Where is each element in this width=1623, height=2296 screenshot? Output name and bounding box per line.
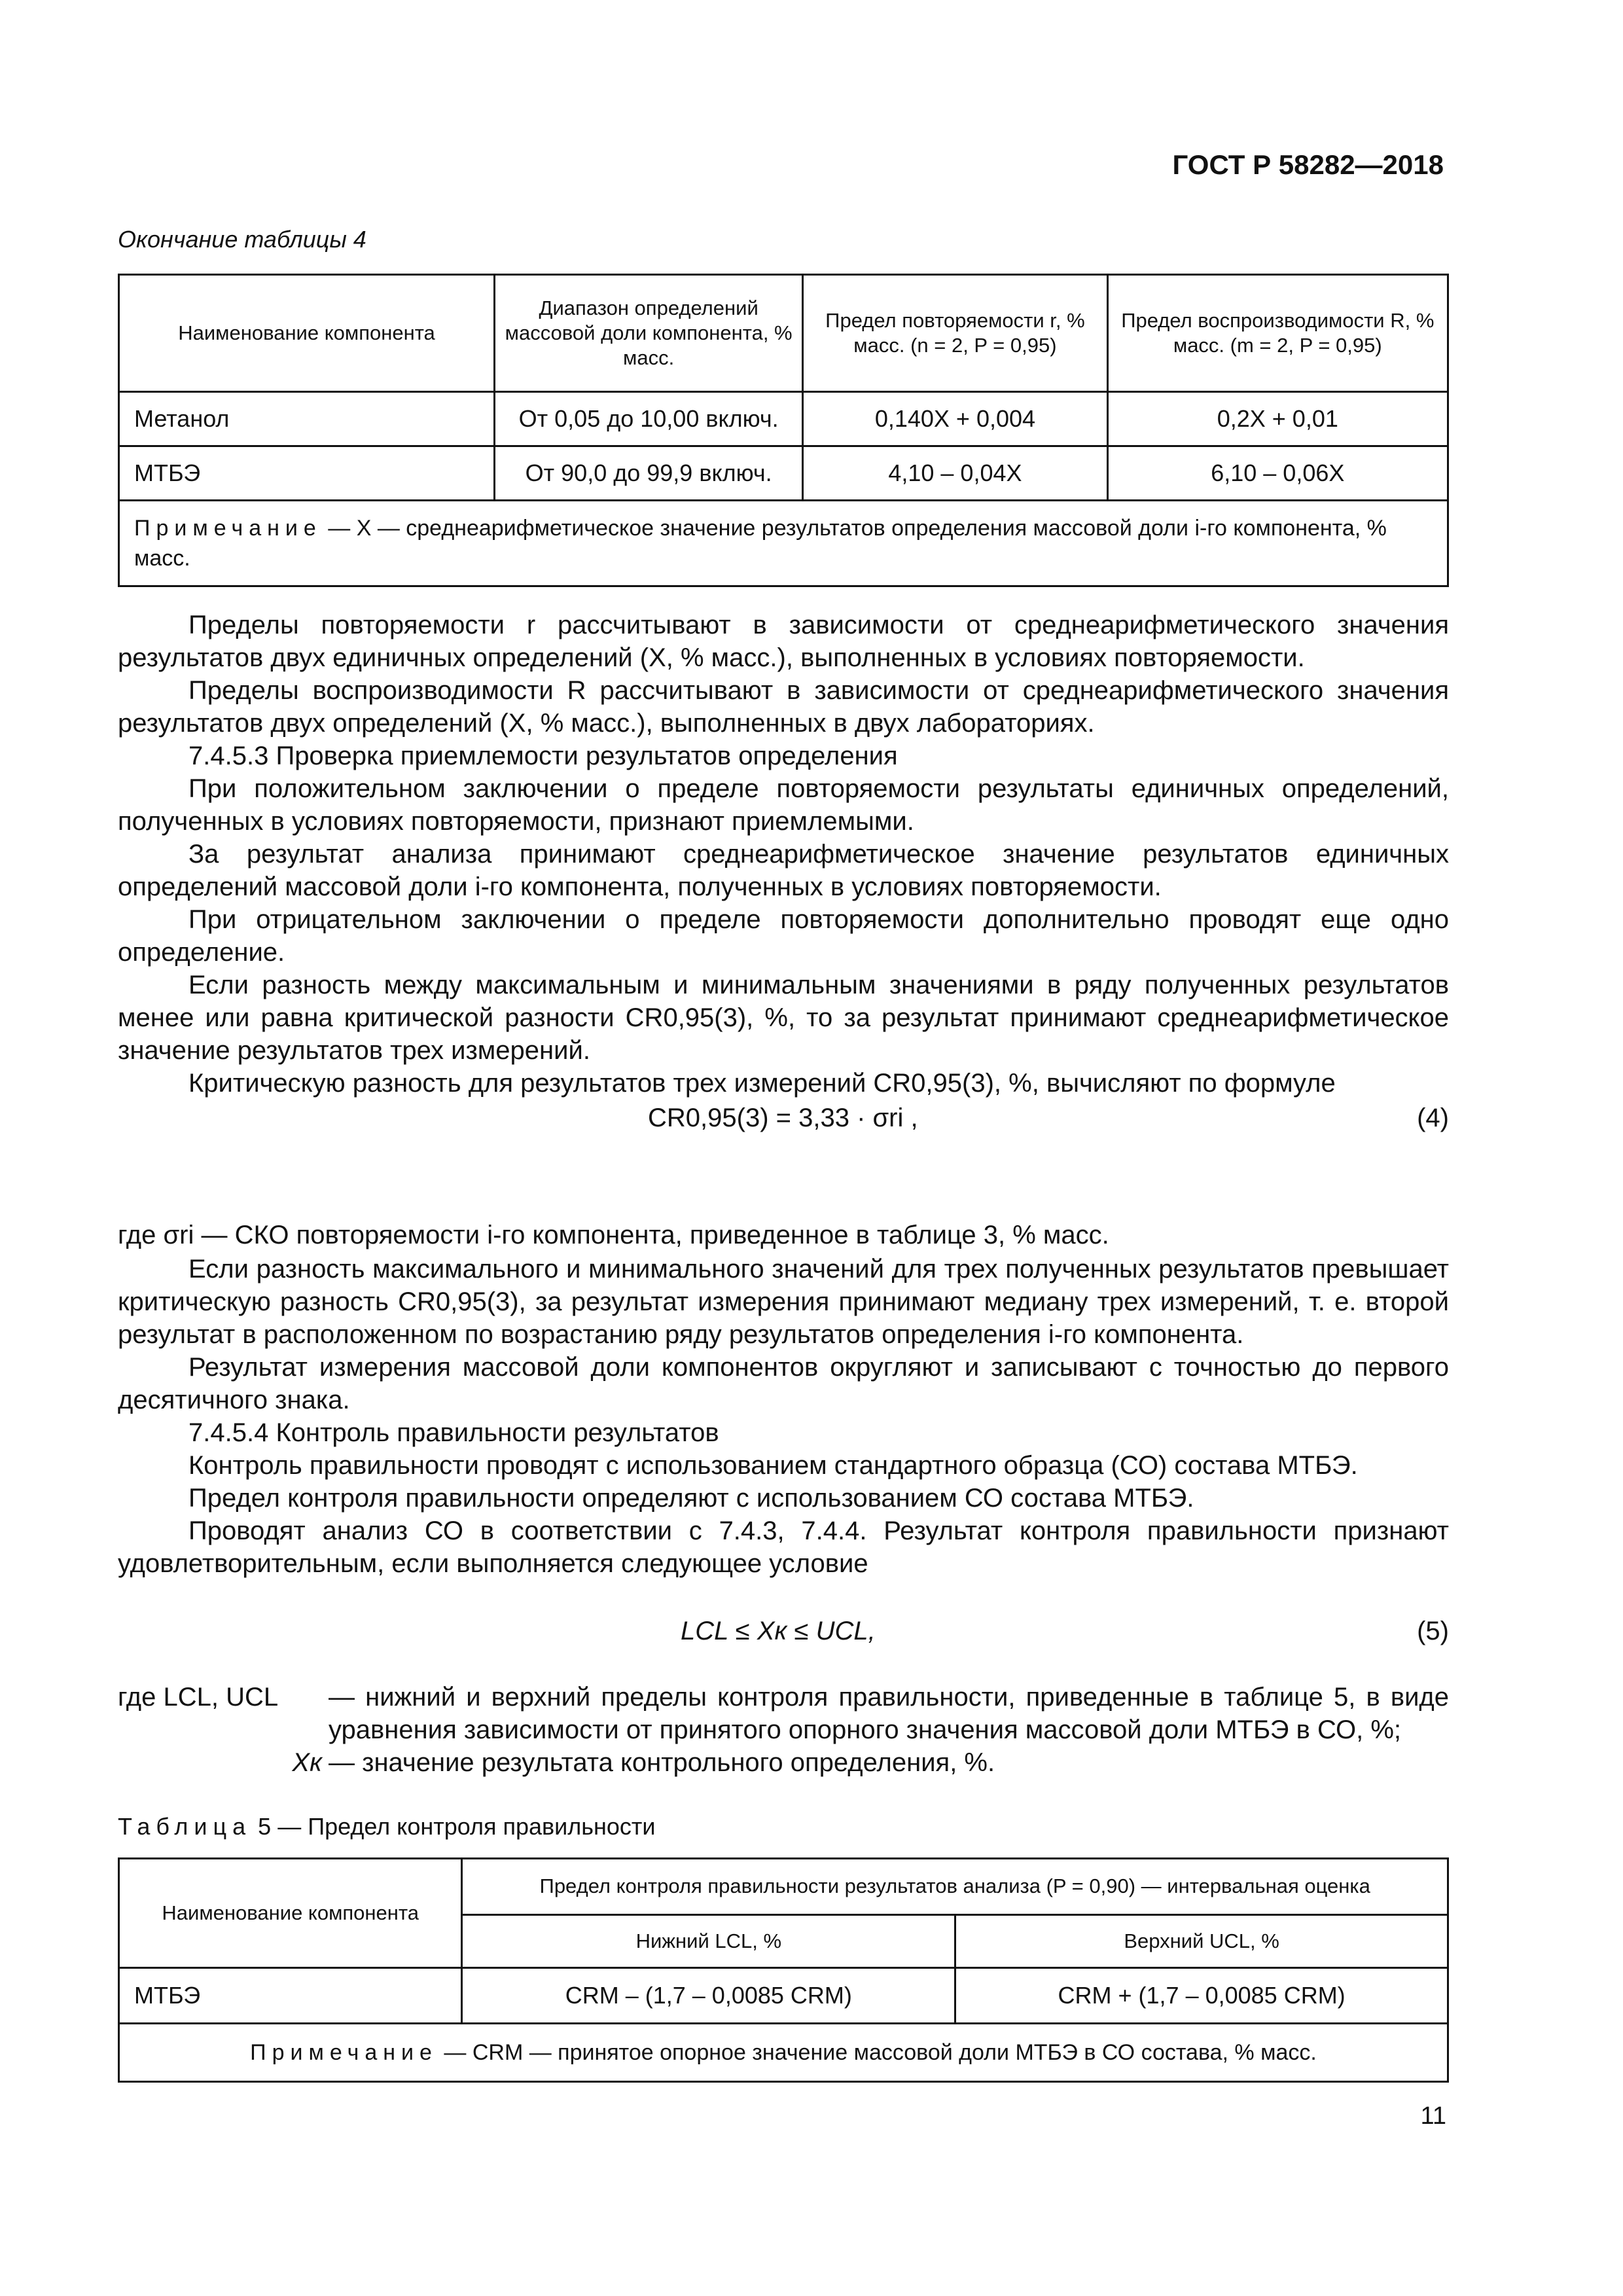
formula-5: LCL ≤ Xк ≤ UCL,	[681, 1617, 876, 1645]
formula-4-where: где σri — СКО повторяемости i-го компонента, приведенное в таблице 3, % масс.	[118, 1221, 1109, 1249]
formula-4-number: (4)	[1417, 1103, 1449, 1132]
table5-caption-label: Таблица	[118, 1813, 252, 1840]
table4-note	[119, 501, 1448, 586]
formula-4: CR0,95(3) = 3,33 · σri ,	[648, 1103, 918, 1132]
header-text: Предел повторяемости r, % масс. (n = 2, P = 0,95)	[825, 309, 1085, 357]
paragraph: Предел контроля правильности определяют с использованием СО состава МТБЭ.	[188, 1484, 1194, 1513]
where-term: где LCL, UCL	[118, 1683, 279, 1712]
paragraph: Проводят анализ СО в соответствии с 7.4.3, 7.4.4. Результат контроля правильности признают удовлетворительным, если выполняется следующее условие	[118, 1516, 1449, 1578]
table-5	[118, 1857, 1449, 2083]
paragraph: Если разность максимального и минимального значений для трех полученных результатов превышает критическую разность CR0,95(3), за результат измерения принимают медиану трех измерений, т. е. второй результат в расположенном по возрастанию ряду результатов определения i-го компонента.	[118, 1255, 1449, 1349]
table-cell: От 90,0 до 99,9 включ.	[495, 446, 803, 501]
formula-5-where	[118, 1681, 1449, 1779]
table-4	[118, 274, 1449, 587]
header-text: Диапазон определений массовой доли компонента, % масс.	[505, 296, 793, 369]
header-text: Предел воспроизводимости R, % масс. (m = 2, P = 0,95)	[1121, 309, 1435, 357]
table4-note-row	[119, 501, 1448, 586]
table5-note	[119, 2024, 1448, 2082]
table5-header-lower: Нижний LCL, %	[462, 1914, 955, 1968]
table5-header-group: Предел контроля правильности результатов анализа (P = 0,90) — интервальная оценка	[462, 1859, 1448, 1915]
table-cell: CRM – (1,7 – 0,0085 CRM)	[462, 1968, 955, 2024]
paragraph: Если разность между максимальным и минимальным значениями в ряду полученных результатов менее или равна критической разности CR0,95(3), %, то за результат принимают среднеарифметическое значение результатов трех измерений.	[118, 971, 1449, 1065]
table4-caption: Окончание таблицы 4	[118, 226, 366, 253]
table-cell: МТБЭ	[119, 446, 495, 501]
body-text-block-2	[118, 1253, 1449, 1580]
section-heading-7-4-5-3: 7.4.5.3 Проверка приемлемости результатов определения	[188, 742, 898, 770]
table-cell: CRM + (1,7 – 0,0085 CRM)	[955, 1968, 1448, 2024]
paragraph: При отрицательном заключении о пределе повторяемости дополнительно проводят еще одно определение.	[118, 905, 1449, 967]
table5-header-row-1	[119, 1859, 1448, 1915]
table4-header-repeatability	[803, 275, 1107, 392]
paragraph: Пределы воспроизводимости R рассчитывают в зависимости от среднеарифметического значения результатов двух определений (X, % масс.), выполненных в двух лабораториях.	[118, 676, 1449, 738]
note-text: — CRM — принятое опорное значение массовой доли МТБЭ в СО состава, % масс.	[444, 2039, 1317, 2065]
formula-5-number: (5)	[1417, 1617, 1449, 1645]
document-id: ГОСТ Р 58282—2018	[1172, 149, 1444, 180]
body-text-block-1	[118, 609, 1449, 1100]
paragraph: Контроль правильности проводят с использованием стандартного образца (СО) состава МТБЭ.	[188, 1451, 1358, 1480]
table-cell: От 0,05 до 10,00 включ.	[495, 392, 803, 446]
section-heading-7-4-5-4: 7.4.5.4 Контроль правильности результатов	[188, 1418, 719, 1447]
header-text: Наименование компонента	[178, 321, 435, 344]
table-cell: МТБЭ	[119, 1968, 462, 2024]
table-row	[119, 392, 1448, 446]
table4-header-name	[119, 275, 495, 392]
paragraph: При положительном заключении о пределе повторяемости результаты единичных определений, полученных в условиях повторяемости, признают приемлемыми.	[118, 774, 1449, 836]
table-row	[119, 446, 1448, 501]
where-definition: — нижний и верхний пределы контроля правильности, приведенные в таблице 5, в виде уравнения зависимости от принятого опорного значения массовой доли МТБЭ в СО, %;	[329, 1683, 1449, 1744]
where-term: Xк	[292, 1748, 322, 1777]
table5-header-name: Наименование компонента	[119, 1859, 462, 1968]
table5-caption-text: 5 — Предел контроля правильности	[258, 1813, 656, 1840]
paragraph: За результат анализа принимают среднеарифметическое значение результатов единичных определений массовой доли i-го компонента, полученных в условиях повторяемости.	[118, 840, 1449, 901]
table-cell: Метанол	[119, 392, 495, 446]
table4-header-range	[495, 275, 803, 392]
table-cell: 4,10 – 0,04X	[803, 446, 1107, 501]
where-line-xk	[118, 1746, 1449, 1779]
paragraph: Результат измерения массовой доли компонентов округляют и записывают с точностью до первого десятичного знака.	[118, 1353, 1449, 1414]
table-cell: 6,10 – 0,06X	[1107, 446, 1448, 501]
table5-caption	[118, 1813, 656, 1840]
table-cell: 0,2X + 0,01	[1107, 392, 1448, 446]
paragraph: Пределы повторяемости r рассчитывают в зависимости от среднеарифметического значения результатов двух единичных определений (X, % масс.), выполненных в условиях повторяемости.	[118, 611, 1449, 672]
table5-note-row	[119, 2024, 1448, 2082]
note-text: — X — среднеарифметическое значение результатов определения массовой доли i-го компонента, % масс.	[134, 516, 1387, 571]
table-cell: 0,140X + 0,004	[803, 392, 1107, 446]
table-row	[119, 1968, 1448, 2024]
table4-header-row	[119, 275, 1448, 392]
page-number: 11	[1420, 2102, 1446, 2130]
note-label: Примечание	[250, 2039, 438, 2065]
where-line-lcl-ucl	[118, 1681, 1449, 1746]
where-definition: — значение результата контрольного определения, %.	[329, 1748, 995, 1777]
note-label: Примечание	[134, 516, 322, 541]
table5-header-upper: Верхний UCL, %	[955, 1914, 1448, 1968]
paragraph: Критическую разность для результатов трех измерений CR0,95(3), %, вычисляют по формуле	[188, 1069, 1336, 1098]
table4-header-reproducibility	[1107, 275, 1448, 392]
